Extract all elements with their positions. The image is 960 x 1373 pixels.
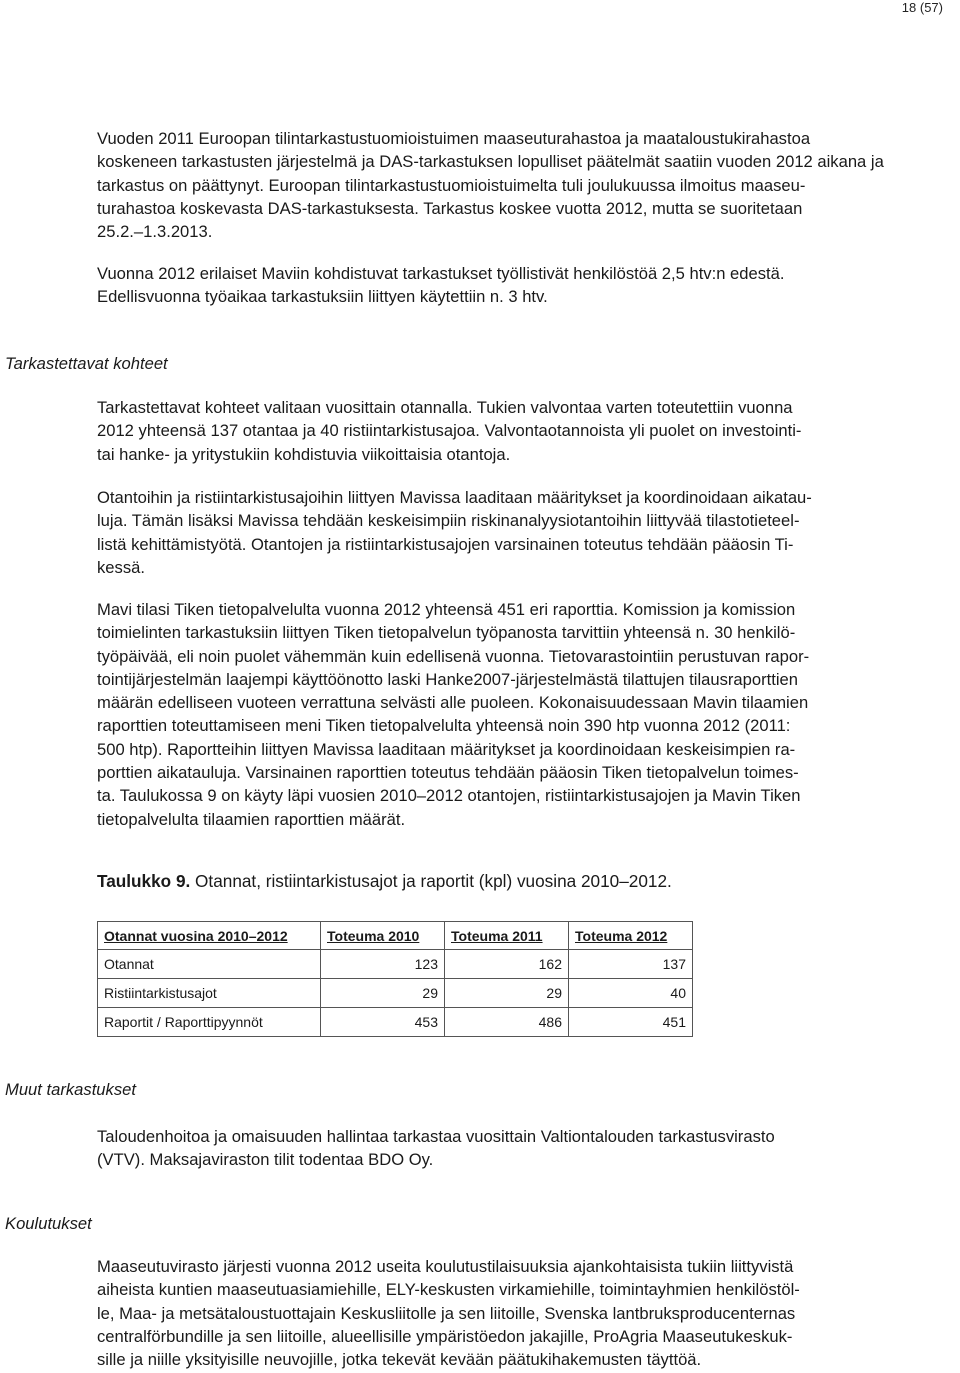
table-cell: Otannat [98,950,321,979]
table-cell: 40 [569,979,693,1008]
text-line: listä kehittämistyötä. Otantojen ja ristiintarkistusajojen varsinainen toteutus tehdään pääosin Ti- [97,534,794,554]
table-header-cell: Otannat vuosina 2010–2012 [98,922,321,950]
table-caption-text: Otannat, ristiintarkistusajot ja raportit (kpl) vuosina 2010–2012. [190,871,672,891]
heading-koulutukset: Koulutukset [5,1214,92,1233]
text-line: Vuonna 2012 erilaiset Maviin kohdistuvat tarkastukset työllistivät henkilöstöä 2,5 htv:n edestä. [97,264,785,283]
text-line: Otantoihin ja ristiintarkistusajoihin liittyen Mavissa laaditaan määritykset ja koordinoidaan aikatau- [97,488,812,507]
heading-tarkastettavat-kohteet: Tarkastettavat kohteet [5,354,168,373]
table-cell: 451 [569,1008,693,1037]
table-cell: 29 [445,979,569,1008]
text-line: ta. Taulukossa 9 on käyty läpi vuosien 2010–2012 otantojen, ristiintarkistusajojen ja Mavin Tiken [97,786,801,806]
table-cell: Ristiintarkistusajot [98,979,321,1008]
text-line: 2012 yhteensä 137 otantaa ja 40 ristiintarkistusajoa. Valvontaotannoista yli puolet on investointi- [97,421,802,441]
table-cell: Raportit / Raporttipyynnöt [98,1008,321,1037]
text-line: tai hanke- ja yritystukiin kohdistuvia viikoittaisia otantoja. [97,444,511,464]
paragraph-vtv-audit [97,1125,942,1172]
text-line: Vuoden 2011 Euroopan tilintarkastustuomioistuimen maaseuturahastoa ja maataloustukirahastoa [97,129,811,148]
text-line: 500 htp). Raportteihin liittyen Mavissa laaditaan määritykset ja koordinoidaan keskeisimpien ra- [97,739,796,759]
text-line: porttien aikatauluja. Varsinainen raporttien toteutus tehdään pääosin Tiken tietopalvelun toimes- [97,763,799,783]
text-line: le, Maa- ja metsätaloustuottajain Keskusliitolle ja sen liitoille, Svenska lantbruksproducenternas [97,1303,796,1323]
text-line: Edellisvuonna työaikaa tarkastuksiin liittyen käytettiin n. 3 htv. [97,287,548,307]
text-line: aiheista kuntien maaseutuasiamiehille, ELY-keskusten virkamiehille, toimintayhmien henkilöstöl- [97,1280,800,1300]
table-header-cell: Toteuma 2010 [321,922,445,950]
table-caption [97,869,672,893]
text-line: luja. Tämän lisäksi Mavissa tehdään keskeisimpiin riskinanalyysiotantoihin liittyvää tilastotieteel- [97,511,800,531]
text-line: sille ja niille yksityisille neuvojille, jotka tekevät kevään päätukihakemusten täyttöä. [97,1350,702,1370]
table-row [98,979,693,1008]
table-row [98,1008,693,1037]
text-line: kessä. [97,557,145,577]
paragraph-definitions [97,486,942,579]
text-line: raporttien toteuttamiseen meni Tiken tietopalvelulta yhteensä noin 390 htp vuonna 2012 (2011: [97,716,791,736]
text-line: Tarkastettavat kohteet valitaan vuosittain otannalla. Tukien valvontaa varten toteutettiin vuonna [97,398,793,417]
text-line: työpäivää, eli noin puolet vähemmän kuin edellisenä vuonna. Tietovarastointiin perustuvan rapor- [97,646,810,666]
text-line: Taloudenhoitoa ja omaisuuden hallintaa tarkastaa vuosittain Valtiontalouden tarkastusvirasto [97,1127,775,1146]
table-caption-label: Taulukko 9. [97,871,191,891]
text-line: koskeneen tarkastusten järjestelmä ja DAS-tarkastuksen lopulliset päätelmät saatiin vuoden 2012 aikana ja [97,152,884,172]
table-row [98,950,693,979]
page-number: 18 (57) [901,0,943,15]
table-cell: 29 [321,979,445,1008]
table-cell: 137 [569,950,693,979]
text-line: turahastoa koskevasta DAS-tarkastuksesta. Tarkastus koskee vuotta 2012, mutta se suoritetaan [97,198,803,218]
text-line: määrän edelliseen vuoteen verrattuna selvästi alle puoleen. Kokonaisuudessaan Mavin tilaamien [97,693,809,713]
table-cell: 162 [445,950,569,979]
text-line: 25.2.–1.3.2013. [97,222,213,242]
text-line: centralförbundille ja sen liitoille, alueellisille ympäristöedon jakajille, ProAgria Maaseutukeskuk- [97,1326,793,1346]
table-header-cell: Toteuma 2012 [569,922,693,950]
paragraph-sampling [97,396,942,466]
table-cell: 453 [321,1008,445,1037]
text-line: toimielinten tarkastuksiin liittyen Tiken tietopalvelun työpanosta tarvittiin yhteensä n. 30 henkilö- [97,623,796,643]
text-line: Mavi tilasi Tiken tietopalvelulta vuonna 2012 yhteensä 451 eri raporttia. Komission ja komission [97,600,796,619]
text-line: tarkastus on päättynyt. Euroopan tilintarkastustuomioistuimelta tuli joulukuussa ilmoitus maaseu- [97,175,806,195]
text-line: tietopalvelulta tilaamien raporttien määrät. [97,809,406,829]
text-line: (VTV). Maksajaviraston tilit todentaa BDO Oy. [97,1150,434,1170]
table-header-row [98,922,693,950]
table-cell: 123 [321,950,445,979]
heading-muut-tarkastukset: Muut tarkastukset [5,1080,136,1099]
text-line: Maaseutuvirasto järjesti vuonna 2012 useita koulutustilaisuuksia ajankohtaisista tukiin liittyvistä [97,1257,794,1276]
paragraph-das-audit [97,127,942,243]
table-header-cell: Toteuma 2011 [445,922,569,950]
text-line: tointijärjestelmän laajempi käyttöönotto laski Hanke2007-järjestelmästä tilattujen tilausraporttien [97,669,798,689]
table-cell: 486 [445,1008,569,1037]
paragraph-staff-workload [97,262,942,309]
paragraph-training [97,1255,942,1371]
paragraph-reports [97,598,942,831]
data-table [97,921,693,1037]
